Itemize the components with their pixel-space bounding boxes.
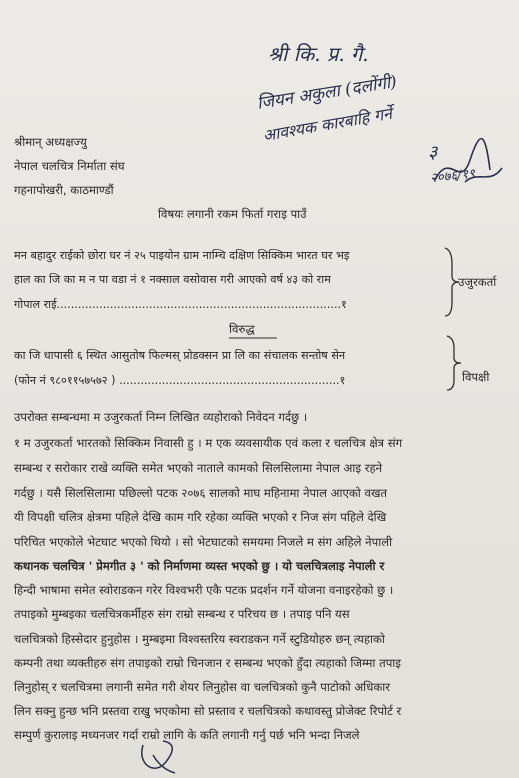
versus-underline bbox=[229, 336, 277, 340]
handwritten-note-3: आवश्यक कारबाहि गर्ने bbox=[261, 103, 394, 146]
addressee-line-3: गहनापोखरी, काठमाण्डौं bbox=[14, 183, 114, 197]
body-line-6: कथानक चलचित्र ' प्रेमगीत ३ ' को निर्माणमा व्यस्त भएको छु । यो चलचित्रलाइ नेपाली र bbox=[14, 559, 385, 573]
respondent-line-1: का जि धापासी ६ स्थित आसुतोष फिल्मस् प्रोडक्सन प्रा लि का संचालक सन्तोष सेन bbox=[14, 349, 346, 362]
body-line-0: उपरोक्त सम्बन्धमा म उजुरकर्ता निम्न लिखित व्यहोराको निवेदन गर्दछु । bbox=[14, 410, 308, 424]
addressee-line-2: नेपाल चलचित्र निर्माता संघ bbox=[14, 159, 125, 173]
addressee-line-1: श्रीमान् अध्यक्षज्यु bbox=[14, 135, 87, 149]
complainant-line-1: मन बहादुर राईको छोरा घर नं २५ पाइयोन ग्राम नाम्चि दक्षिण सिक्किम भारत घर भइ bbox=[14, 249, 350, 262]
body-line-4: यी विपक्षी चलित्र क्षेत्रमा पहिले देखि काम गरि रहेका व्यक्ति भएको र निज संग पहिले देखि bbox=[14, 510, 387, 524]
versus-label: विरुद्ध bbox=[229, 322, 255, 336]
complainant-role: उजुरकर्ता bbox=[458, 275, 497, 289]
body-line-8: तपाइको मुम्बइका चलचित्रकर्मीहरु संग राम्रो सम्बन्ध र परिचय छ । तपाइ पनि यस bbox=[14, 607, 350, 621]
body-line-1: १ म उजुरकर्ता भारतको सिक्किम निवासी हु । म एक व्यवसायीक एवं कला र चलचित्र क्षेत्र संग bbox=[14, 436, 403, 450]
handwritten-note-1: श्री कि. प्र. गै. bbox=[268, 42, 369, 66]
handwritten-note-2: जियन अकुला (दलोंगी) bbox=[255, 72, 399, 114]
respondent-line-2: (फोन नं ९८०११५७५७२ ) ..............................................................१ bbox=[14, 374, 346, 387]
complainant-line-2: हाल का जि का म न पा वडा नं १ नक्साल वसोवास गरी आएको वर्ष ४३ को राम bbox=[14, 273, 331, 286]
body-line-5: परिचित भएकोले भेटघाट भएको थियो । सो भेटघाटको समयमा निजले म संग अहिले नेपाली bbox=[14, 535, 393, 549]
respondent-brace bbox=[444, 334, 464, 392]
body-line-2: सम्बन्ध र सरोकार राखे व्यक्ति समेत भएको नाताले कामको सिलसिलामा नेपाल आइ रहने bbox=[14, 461, 383, 475]
body-line-3: गर्दछु । यसै सिलसिलामा पछिल्लो पटक २०७६ सालको माघ महिनामा नेपाल आएको वखत bbox=[14, 486, 388, 500]
body-line-11: लिनुहोस् र चलचित्रमा लगानी समेत गरी शेयर लिनुहोस वा चलचित्रको कुनै पाटोको अधिकार bbox=[14, 680, 390, 694]
body-line-10: कम्पनी तथा व्यक्तीहरु संग तपाइको राम्रो चिनजान र सम्बन्ध भएको हुँदा त्यहाको जिम्मा तपाइ bbox=[14, 656, 401, 670]
bottom-signature-mark bbox=[135, 735, 185, 778]
body-line-13: सम्पुर्ण कुरालाइ मध्यनजर गर्दा राम्रो लागि के कति लगानी गर्नु पर्छ भनि भन्दा निजले bbox=[14, 728, 360, 742]
respondent-role: विपक्षी bbox=[462, 370, 490, 384]
subject-line: विषयः लगानी रकम फिर्ता गराइ पाउँ bbox=[158, 207, 307, 221]
handwritten-date: २०७६/१९ bbox=[429, 166, 476, 187]
handwritten-signature bbox=[430, 110, 510, 200]
body-line-12: लिन सक्नु हुन्छ भनि प्रस्तवा राखु भएकोमा सो प्रस्ताव र चलचित्रको कथावस्तु प्रोजेक्ट रिपोर्ट र bbox=[14, 704, 402, 718]
body-line-9: चलचित्रको हिस्सेदार हुनुहोस । मुम्बइमा विश्वस्तरिय स्वराडकन गर्ने स्टुडियोहरु छन् त्यहाको bbox=[14, 632, 385, 646]
body-line-7: हिन्दी भाषामा समेत स्वोराडकन गरेर विश्वभरी एकै पटक प्रदर्शन गर्ने योजना वनाइरहेको छु । bbox=[14, 583, 394, 597]
handwritten-note-4: ३ bbox=[428, 142, 438, 163]
complainant-line-3: गोपाल राई................................................................................१ bbox=[14, 298, 347, 311]
